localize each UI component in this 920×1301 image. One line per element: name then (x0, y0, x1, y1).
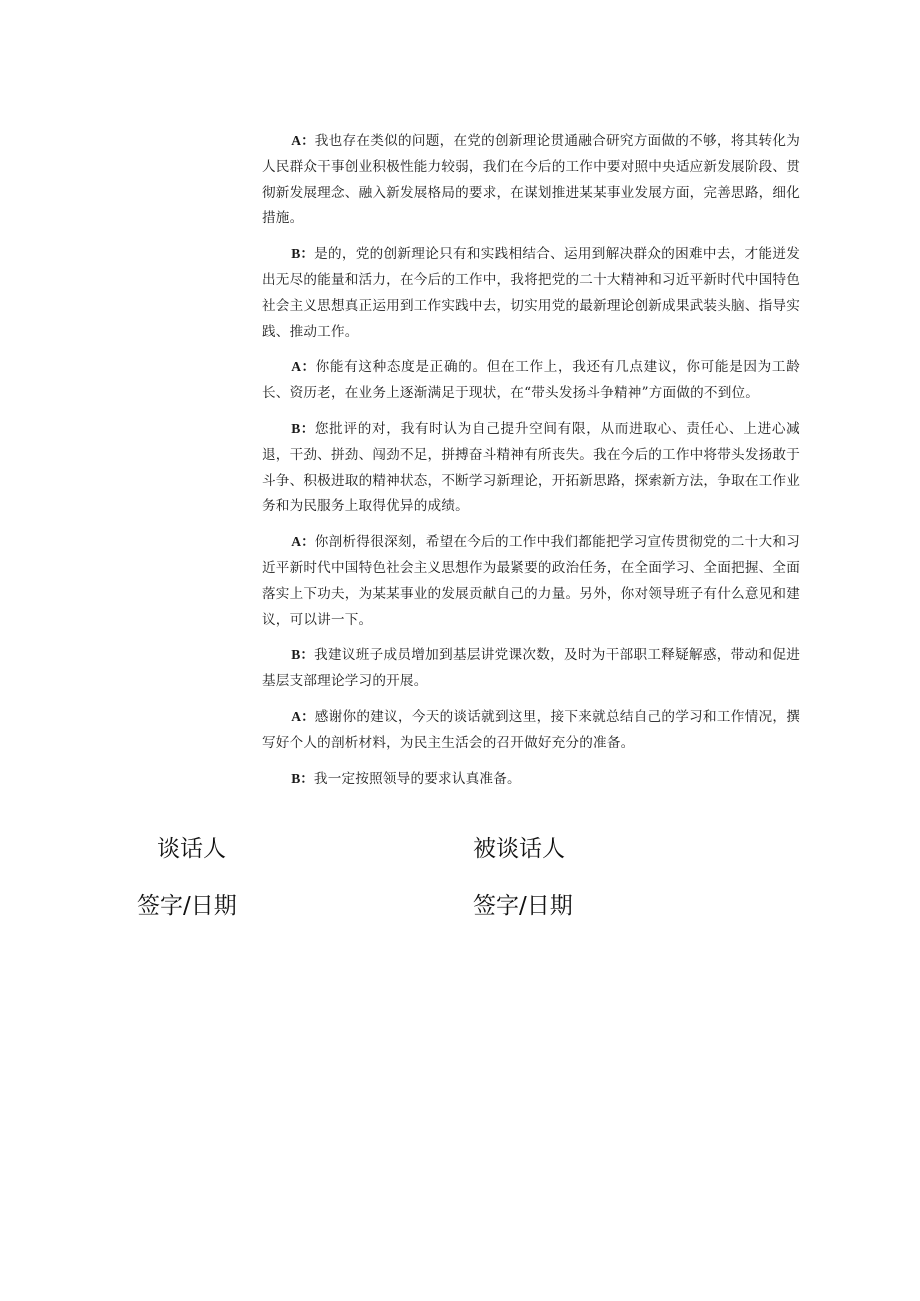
speaker-label: B： (291, 647, 315, 663)
dialogue-paragraph (262, 704, 800, 757)
speaker-label: A： (291, 534, 315, 550)
dialogue-paragraph (262, 642, 800, 695)
interviewee-sign-date: 签字/日期 (473, 893, 573, 919)
speaker-label: A： (291, 359, 316, 375)
interviewer-label: 谈话人 (157, 836, 226, 862)
speaker-label: B： (291, 770, 314, 786)
dialogue-paragraph (262, 128, 800, 232)
dialogue-text: 你剖析得很深刻，希望在今后的工作中我们都能把学习宣传贯彻党的二十大和习近平新时代中国特色社会主义思想作为最紧要的政治任务，在全面学习、全面把握、全面落实上下功夫，为某某事业的发展贡献自己的力量。另外，你对领导班子有什么意见和建议，可以讲一下。 (262, 534, 800, 628)
dialogue-text: 我一定按照领导的要求认真准备。 (313, 770, 521, 787)
speaker-label: B： (291, 246, 315, 262)
dialogue-paragraph (262, 416, 800, 520)
dialogue-paragraph (262, 529, 800, 633)
dialogue-text: 是的，党的创新理论只有和实践相结合、运用到解决群众的困难中去，才能迸发出无尽的能量和活力，在今后的工作中，我将把党的二十大精神和习近平新时代中国特色社会主义思想真正运用到工作实践中去，切实用党的最新理论创新成果武装头脑、指导实践、推动工作。 (262, 246, 801, 340)
dialogue-text: 感谢你的建议，今天的谈话就到这里，接下来就总结自己的学习和工作情况，撰写好个人的剖析材料，为民主生活会的召开做好充分的准备。 (262, 708, 800, 751)
dialogue-text: 我建议班子成员增加到基层讲党课次数，及时为干部职工释疑解惑，带动和促进基层支部理论学习的开展。 (262, 647, 801, 690)
speaker-label: A： (291, 133, 315, 148)
dialogue-paragraph (262, 766, 800, 793)
speaker-label: B： (291, 420, 315, 436)
interviewer-sign-date: 签字/日期 (137, 893, 237, 919)
dialogue-transcript (262, 128, 800, 801)
dialogue-text: 你能有这种态度是正确的。但在工作上，我还有几点建议，你可能是因为工龄长、资历老，在业务上逐渐满足于现状，在“带头发扬斗争精神”方面做的不到位。 (262, 359, 800, 402)
dialogue-paragraph (262, 241, 800, 345)
speaker-label: A： (291, 708, 315, 724)
dialogue-text: 我也存在类似的问题，在党的创新理论贯通融合研究方面做的不够，将其转化为人民群众干事创业积极性能力较弱，我们在今后的工作中要对照中央适应新发展阶段、贯彻新发展理念、融入新发展格局的要求，在谋划推进某某事业发展方面，完善思路，细化措施。 (262, 133, 800, 227)
dialogue-paragraph (262, 354, 800, 407)
interviewee-label: 被谈话人 (473, 836, 565, 862)
dialogue-text: 您批评的对，我有时认为自己提升空间有限，从而进取心、责任心、上进心减退，干劲、拼劲、闯劲不足，拼搏奋斗精神有所丧失。我在今后的工作中将带头发扬敢于斗争、积极进取的精神状态，不断学习新理论，开拓新思路，探索新方法，争取在工作业务和为民服务上取得优异的成绩。 (262, 420, 800, 515)
